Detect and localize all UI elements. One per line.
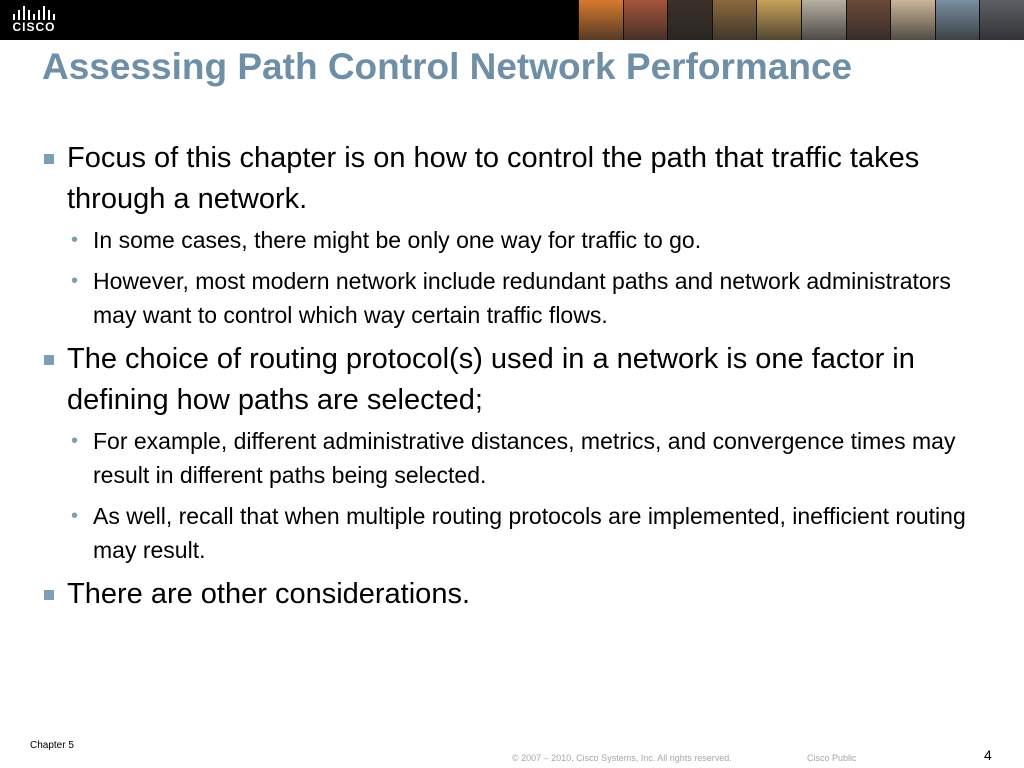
photo-2 [623,0,668,40]
footer-chapter: Chapter 5 [30,740,74,751]
footer-copyright: © 2007 – 2010, Cisco Systems, Inc. All rights reserved. [512,753,732,763]
photo-1 [578,0,623,40]
bullet-2 [42,339,982,421]
bullet-3 [42,574,982,615]
dot-bullet-icon: • [71,229,79,251]
photo-5 [756,0,801,40]
footer-classification: Cisco Public [807,753,857,763]
photo-9 [935,0,980,40]
header-bar [0,0,1024,40]
cisco-logo-bars-icon [12,6,56,20]
photo-10 [979,0,1024,40]
sub-bullet-1-2 [42,264,982,332]
slide-title: Assessing Path Control Network Performance [42,46,853,87]
square-bullet-icon [44,355,54,365]
sub-bullet-2-1 [42,424,982,492]
slide-content [42,138,982,618]
sub-bullet-2-2 [42,499,982,567]
photo-7 [846,0,891,40]
dot-bullet-icon: • [71,270,79,292]
sub-bullet-2-2-text: As well, recall that when multiple routing protocols are implemented, inefficient routing may result. [93,503,966,563]
sub-bullet-1-1-text: In some cases, there might be only one way for traffic to go. [93,227,702,253]
cisco-logo [8,6,60,36]
sub-bullet-1-1 [42,223,982,257]
dot-bullet-icon: • [71,505,79,527]
bullet-1-text: Focus of this chapter is on how to control the path that traffic takes through a network. [67,142,920,215]
sub-bullet-2-1-text: For example, different administrative distances, metrics, and convergence times may result in different paths being selected. [93,428,956,488]
cisco-logo-text: CISCO [12,20,56,34]
bullet-1 [42,138,982,220]
photo-8 [890,0,935,40]
bullet-2-text: The choice of routing protocol(s) used in a network is one factor in defining how paths are selected; [67,343,915,416]
square-bullet-icon [44,154,54,164]
dot-bullet-icon: • [71,430,79,452]
sub-bullet-1-2-text: However, most modern network include redundant paths and network administrators may want to control which way certain traffic flows. [93,268,951,328]
photo-4 [712,0,757,40]
page-number: 4 [984,747,992,763]
photo-6 [801,0,846,40]
photo-strip [578,0,1024,40]
square-bullet-icon [44,590,54,600]
bullet-3-text: There are other considerations. [67,578,470,610]
photo-3 [667,0,712,40]
